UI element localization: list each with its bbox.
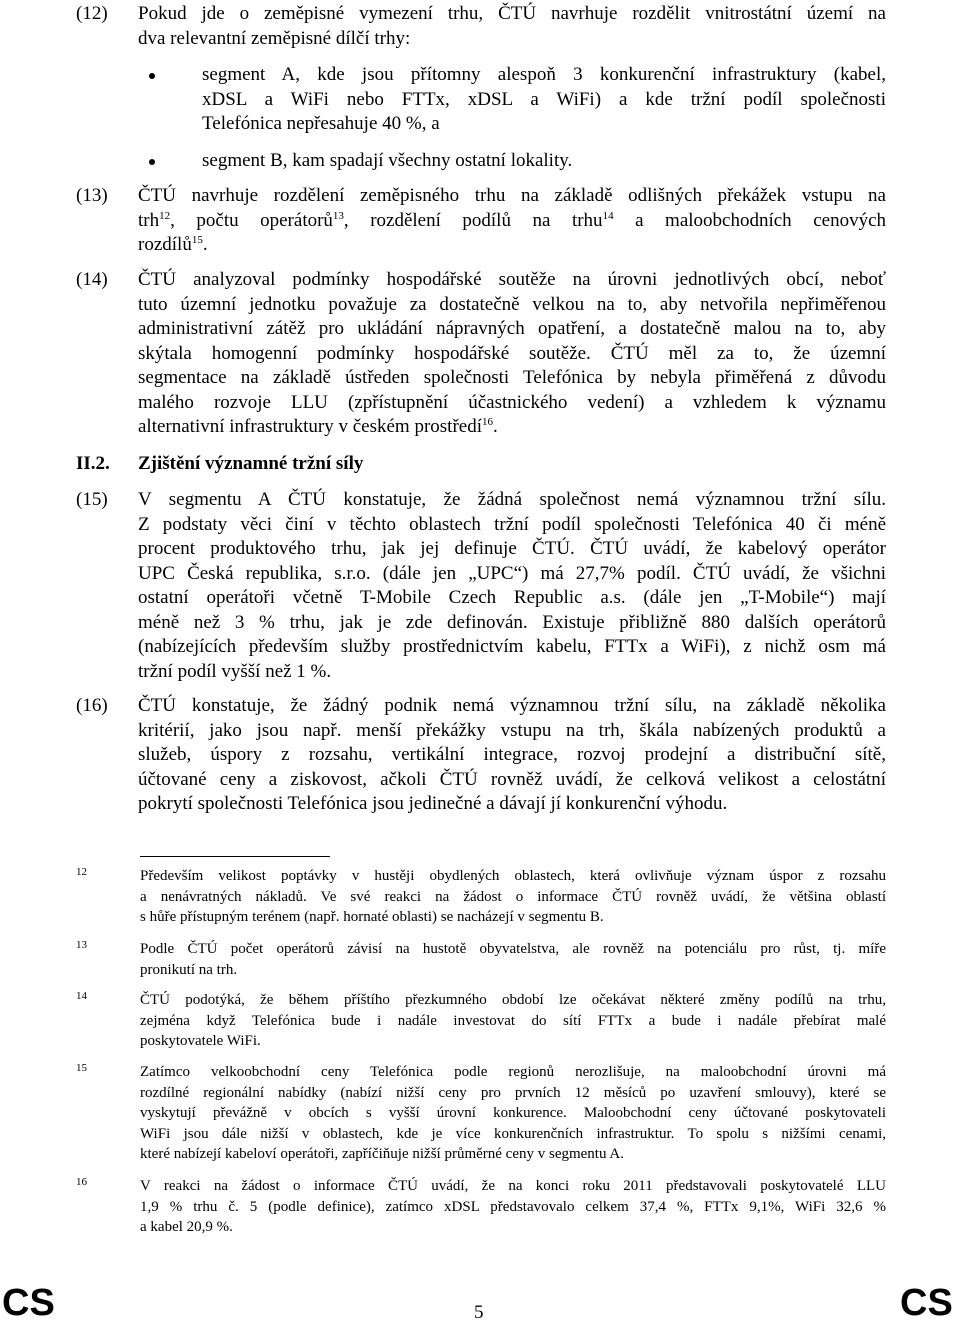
text-line: méně než 3 % trhu, jak je zde definován. Existuje přibližně 880 dalších operátorů	[138, 611, 886, 633]
text-line: vyskytují převážně v obcích s vyšší úrovní konkurence. Maloobchodní ceny účtované poskytovateli	[140, 1105, 886, 1122]
text-line: trh$^{12}$, počtu operátorů$^{13}$, rozdělení podílů na trhu$^{14}$ a maloobchodních cenových	[138, 209, 887, 231]
text-line: malého rozvoje LLU (zpřístupnění účastnického vedení) a vzhledem k významu	[138, 391, 886, 413]
text-line: xDSL a WiFi nebo FTTx, xDSL a WiFi) a kde tržní podíl společnosti	[202, 88, 886, 110]
paragraph-number: (12)	[76, 3, 108, 24]
footnote-14	[76, 990, 886, 1052]
paragraph-number: (14)	[76, 269, 108, 290]
text-line: Zatímco velkoobchodní ceny Telefónica podle regionů nerozlišuje, na maloobchodní úrovni má	[140, 1064, 886, 1080]
footnote-ref[interactable]: 13	[332, 209, 344, 222]
footnote-divider	[140, 856, 330, 857]
section-title: Zjištění významné tržní síly	[138, 453, 364, 474]
text-line: pronikutí na trh.	[140, 961, 238, 978]
text-line: procent produktového trhu, jak jej definuje ČTÚ. ČTÚ uvádí, že kabelový operátor	[138, 538, 886, 559]
text-line: poskytovatele WiFi.	[140, 1033, 261, 1050]
text-line: rozdílů$^{15}$.	[138, 234, 208, 255]
text-line: které nabízejí kabeloví operátoři, zapříčiňuje nižší průměrné ceny v segmentu A.	[140, 1146, 624, 1163]
text-line: Telefónica nepřesahuje 40 %, a	[202, 113, 440, 134]
paragraph-number: (16)	[76, 695, 108, 716]
footnote-12	[76, 866, 886, 928]
text-line: tuto územní jednotku považuje za dostatečně velkou na to, aby netvořila nepřiměřenou	[138, 293, 886, 315]
text-line: 1,9 % trhu č. 5 (podle definice), zatímco xDSL představovalo celkem 37,4 %, FTTx 9,1%, WiFi 32,6 %	[140, 1198, 886, 1215]
text-line: Především velikost poptávky v hustěji obydlených oblastech, která ovlivňuje význam úspor z rozsahu	[140, 868, 886, 884]
language-code-left: CS	[2, 1282, 55, 1324]
text-line: ČTÚ konstatuje, že žádný podnik nemá významnou tržní sílu, na základě několika	[138, 695, 886, 716]
footnote-number: 15	[76, 1062, 87, 1074]
footnote-16	[76, 1176, 886, 1238]
text-line: segment A, kde jsou přítomny alespoň 3 konkurenční infrastruktury (kabel,	[202, 64, 886, 85]
footnote-13	[76, 939, 886, 980]
text-line: rozdílné regionální nabídky (nabízí nižší ceny pro prvních 12 měsíců po uzavření smlouvy), které se	[140, 1084, 886, 1101]
text-line: segment B, kam spadají všechny ostatní lokality.	[202, 149, 573, 171]
bullet-item-segment-b	[148, 149, 886, 174]
text-line: pokrytí společnosti Telefónica jsou jedinečné a dávají jí konkurenční výhodu.	[138, 793, 728, 814]
text-line: ČTÚ analyzoval podmínky hospodářské soutěže na úrovni jednotlivých obcí, neboť	[138, 269, 886, 290]
text-line: účtované ceny a ziskovost, ačkoli ČTÚ rovněž uvádí, že celková velikost a celostátní	[138, 768, 886, 790]
paragraph-number: (13)	[76, 185, 108, 206]
text-line: Pokud jde o zeměpisné vymezení trhu, ČTÚ navrhuje rozdělit vnitrostátní území na	[138, 3, 886, 24]
footnote-number: 16	[76, 1176, 87, 1188]
footnote-ref[interactable]: 16	[482, 416, 494, 428]
text-line: segmentace na základě ústředen společnosti Telefónica by nebyla přiměřená z důvodu	[138, 367, 886, 388]
section-number: II.2.	[76, 453, 110, 474]
paragraph-15	[76, 488, 886, 684]
text-line: UPC Česká republika, s.r.o. (dále jen „UPC“) má 27,7% podíl. ČTÚ uvádí, že všichni	[138, 562, 886, 584]
text-line: a nenávratných nákladů. Ve své reakci na žádost o informace ČTÚ rovněž uvádí, že většina oblastí	[140, 888, 886, 905]
text-line: V reakci na žádost o informace ČTÚ uvádí, že na konci roku 2011 představovali poskytovatelé LLU	[140, 1178, 886, 1194]
text-line: alternativní infrastruktury v českém prostředí$^{16}$.	[138, 416, 498, 437]
text-line: dva relevantní zeměpisné dílčí trhy:	[138, 27, 411, 49]
text-line: (nabízejících především služby prostřednictvím kabelu, FTTx a WiFi), z nichž osm má	[138, 636, 886, 657]
text-line: V segmentu A ČTÚ konstatuje, že žádná společnost nemá významnou tržní sílu.	[138, 489, 886, 510]
text-line: tržní podíl vyšší než 1 %.	[138, 660, 332, 682]
text-line: kritérií, jako jsou např. menší překážky vstupu na trh, škála nabízených produktů a	[138, 719, 886, 741]
text-line: skýtala homogenní podmínky hospodářské soutěže. ČTÚ měl za to, že územní	[138, 342, 886, 364]
text-line: ČTÚ navrhuje rozdělení zeměpisného trhu na základě odlišných překážek vstupu na	[138, 185, 886, 206]
bullet-item-segment-a	[148, 63, 886, 137]
footnote-15	[76, 1062, 886, 1165]
bullet-icon	[149, 73, 155, 79]
paragraph-14	[76, 268, 886, 440]
text-line: Z podstaty věci činí v těchto oblastech tržní podíl společnosti Telefónica 40 či méně	[138, 513, 886, 535]
paragraph-number: (15)	[76, 489, 108, 510]
text-line: administrativní zátěž pro ukládání nápravných opatření, a dostatečně malou na to, aby	[138, 318, 886, 339]
footnote-ref[interactable]: 12	[159, 209, 171, 222]
text-line: Podle ČTÚ počet operátorů závisí na hustotě obyvatelstva, ale rovněž na potenciálu pro růst, tj. míře	[140, 941, 886, 957]
text-line: a kabel 20,9 %.	[140, 1219, 233, 1236]
footnote-ref[interactable]: 14	[602, 209, 614, 222]
page-number: 5	[474, 1302, 484, 1323]
text-line: s hůře přístupným terénem (např. hornaté oblasti) se nacházejí v segmentu B.	[140, 909, 604, 926]
text-line: služeb, úspory z rozsahu, vertikální integrace, rozvoj prodejní a distribuční sítě,	[138, 744, 886, 765]
footnote-number: 14	[76, 990, 87, 1002]
paragraph-12	[76, 2, 886, 51]
text-line: ČTÚ podotýká, že během příštího přezkumného období lze očekávat některé změny podílů na trhu,	[140, 992, 886, 1008]
bullet-icon	[149, 159, 155, 165]
footnote-number: 12	[76, 866, 87, 878]
text-line: WiFi jsou dále nižší v oblastech, kde je více konkurenčních infrastruktur. To spolu s nižšími cenami,	[140, 1125, 886, 1142]
paragraph-13	[76, 184, 886, 258]
text-line: ostatní operátoři včetně T-Mobile Czech Republic a.s. (dále jen „T-Mobile“) mají	[138, 587, 886, 608]
text-line: zejména když Telefónica bude i nadále investovat do sítí FTTx a bude i nadále přebírat malé	[140, 1012, 886, 1029]
segment-bullet-list	[148, 63, 886, 173]
paragraph-16	[76, 694, 886, 817]
footnote-ref[interactable]: 15	[191, 234, 203, 246]
language-code-right: CS	[900, 1282, 953, 1324]
footnote-number: 13	[76, 939, 87, 951]
